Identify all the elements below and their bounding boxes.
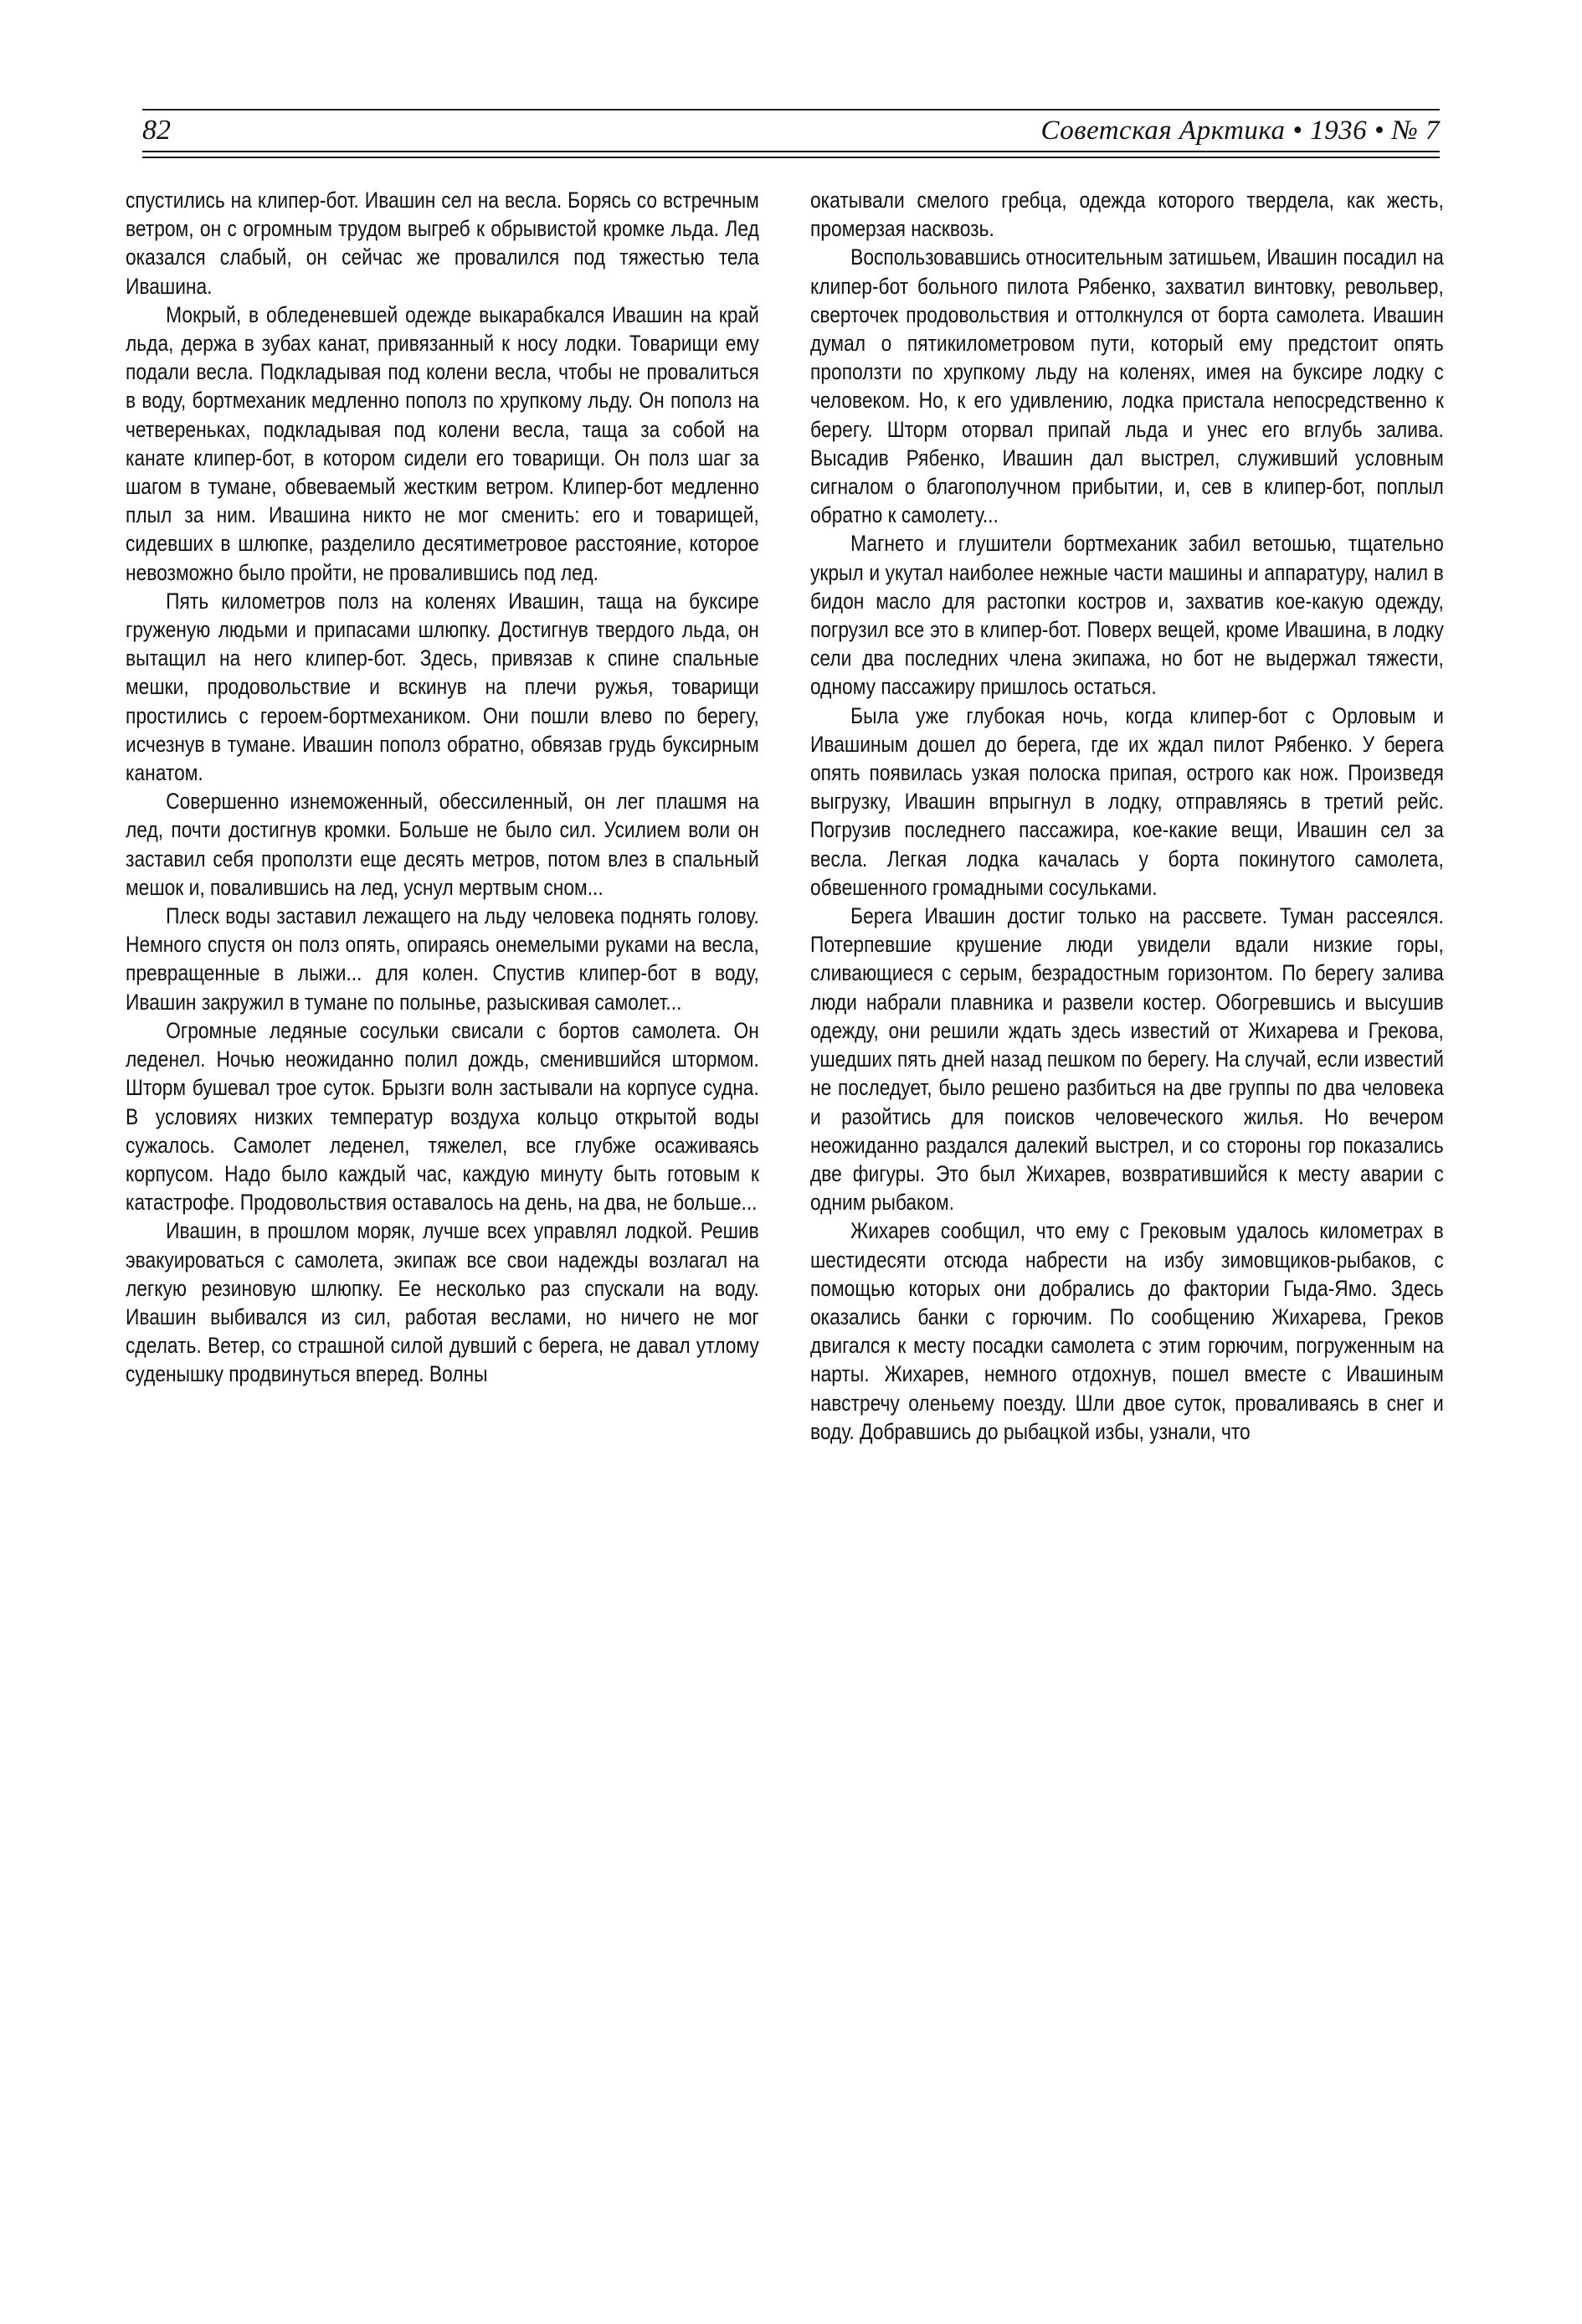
paragraph: Мокрый, в обледеневшей одежде выкарабкался Ивашин на край льда, держа в зубах канат, привязанный к носу лодки. Товарищи ему подали весла. Подкладывая под колени весла, чтобы не провалиться в воду, бортмеханик медленно пополз по хрупкому льду. Он пополз на четвереньках, подкладывая под колени весла, таща за собой на канате клипер-бот, в котором сидели его товарищи. Он полз шаг за шагом в тумане, обвеваемый жестким ветром. Клипер-бот медленно плыл за ним. Ивашина никто не мог сменить: его и товарищей, сидевших в шлюпке, разделило десятиметровое расстояние, которое невозможно было пройти, не провалившись под лед. bbox=[126, 301, 759, 585]
paragraph: Была уже глубокая ночь, когда клипер-бот с Орловым и Ивашиным дошел до берега, где их ждал пилот Рябенко. У берега опять появилась узкая полоска припая, острого как нож. Произведя выгрузку, Ивашин впрыгнул в лодку, отправляясь в третий рейс. Погрузив последнего пассажира, кое-какие вещи, Ивашин сел за весла. Легкая лодка качалась у борта покинутого самолета, обвешенного громадными сосульками. bbox=[810, 702, 1444, 900]
paragraph: Совершенно изнеможенный, обессиленный, он лег плашмя на лед, почти достигнув кромки. Больше не было сил. Усилием воли он заставил себя проползти еще десять метров, потом влез в спальный мешок и, повалившись на лед, уснул мертвым сном... bbox=[126, 789, 759, 900]
paragraph: Воспользовавшись относительным затишьем, Ивашин посадил на клипер-бот больного пилота Рябенко, захватил винтовку, револьвер, сверточек продовольствия и оттолкнулся от борта самолета. Ивашин думал о пятикилометровом пути, который ему предстоит опять проползти по хрупкому льду на коленях, имея на буксире лодку с человеком. Но, к его удивлению, лодка пристала непосредственно к берегу. Шторм оторвал припай льда и унес его вглубь залива. Высадив Рябенко, Ивашин дал выстрел, служивший условным сигналом о благополучном прибытии, и, сев в клипер-бот, поплыл обратно к самолету... bbox=[810, 244, 1444, 528]
paragraph: Ивашин, в прошлом моряк, лучше всех управлял лодкой. Решив эвакуироваться с самолета, экипаж все свои надежды возлагал на легкую резиновую шлюпку. Ее несколько раз спускали на воду. Ивашин выбивался из сил, работая веслами, но ничего не мог сделать. Ветер, со страшной силой дувший с берега, не давал утлому суденышку продвинуться вперед. Волны bbox=[126, 1218, 759, 1387]
paragraph: Берега Ивашин достиг только на рассвете. Туман рассеялся. Потерпевшие крушение люди увидели вдали низкие горы, сливающиеся с серым, безрадостным горизонтом. По берегу залива люди набрали плавника и развели костер. Обогревшись и высушив одежду, они решили ждать здесь известий от Жихарева и Грекова, ушедших пять дней назад пешком по берегу. На случай, если известий не последует, было решено разбиться на две группы по два человека и разойтись для поисков человеческого жилья. Но вечером неожиданно раздался далекий выстрел, и со стороны гор показались две фигуры. Это был Жихарев, возвратившийся к месту аварии с одним рыбаком. bbox=[810, 903, 1444, 1216]
paragraph: спустились на клипер-бот. Ивашин сел на весла. Борясь со встречным ветром, он с огромным трудом выгреб к обрывистой кромке льда. Лед оказался слабый, он сейчас же провалился под тяжестью тела Ивашина. bbox=[126, 188, 759, 299]
header-double-rule bbox=[142, 151, 1440, 158]
page-number: 82 bbox=[142, 115, 171, 146]
paragraph: Плеск воды заставил лежащего на льду человека поднять голову. Немного спустя он полз опять, опираясь онемелыми руками на весла, превращенные в лыжи... для колен. Спустив клипер-бот в воду, Ивашин закружил в тумане по полынье, разыскивая самолет... bbox=[126, 903, 759, 1015]
right-column bbox=[810, 186, 1444, 1446]
page-header bbox=[142, 107, 1440, 157]
paragraph: Жихарев сообщил, что ему с Грековым удалось километрах в шестидесяти отсюда набрести на избу зимовщиков-рыбаков, с помощью которых они добрались до фактории Гыда-Ямо. Здесь оказались банки с горючим. По сообщению Жихарева, Греков двигался к месту посадки самолета с этим горючим, погруженным на нарты. Жихарев, немного отдохнув, пошел вместе с Ивашиным навстречу оленьему поезду. Шли двое суток, проваливаясь в снег и воду. Добравшись до рыбацкой избы, узнали, что bbox=[810, 1218, 1444, 1444]
paragraph: Огромные ледяные сосульки свисали с бортов самолета. Он леденел. Ночью неожиданно полил дождь, сменившийся штормом. Шторм бушевал трое суток. Брызги волн застывали на корпусе судна. В условиях низких температур воздуха кольцо открытой воды сужалось. Самолет леденел, тяжелел, все глубже осаживаясь корпусом. Надо было каждый час, каждую минуту быть готовым к катастрофе. Продовольствия оставалось на день, на два, не больше... bbox=[126, 1017, 759, 1216]
paragraph: Пять километров полз на коленях Ивашин, таща на буксире груженую людьми и припасами шлюпку. Достигнув твердого льда, он вытащил на него клипер-бот. Здесь, привязав к спине спальные мешки, продовольствие и вскинув на плечи ружья, товарищи простились с героем-бортмехаником. Они пошли влево по берегу, исчезнув в тумане. Ивашин пополз обратно, обвязав грудь буксирным канатом. bbox=[126, 588, 759, 786]
paragraph: окатывали смелого гребца, одежда которого твердела, как жесть, промерзая насквозь. bbox=[810, 188, 1444, 242]
running-title: Советская Арктика • 1936 • № 7 bbox=[1040, 116, 1440, 146]
paragraph: Магнето и глушители бортмеханик забил ветошью, тщательно укрыл и укутал наиболее нежные части машины и аппаратуру, налил в бидон масло для растопки костров и, захватив кое-какую одежду, погрузил все это в клипер-бот. Поверх вещей, кроме Ивашина, в лодку сели два последних члена экипажа, но бот не выдержал тяжести, одному пассажиру пришлось остаться. bbox=[810, 531, 1444, 700]
header-top-rule bbox=[142, 109, 1440, 111]
left-column bbox=[126, 186, 759, 1389]
